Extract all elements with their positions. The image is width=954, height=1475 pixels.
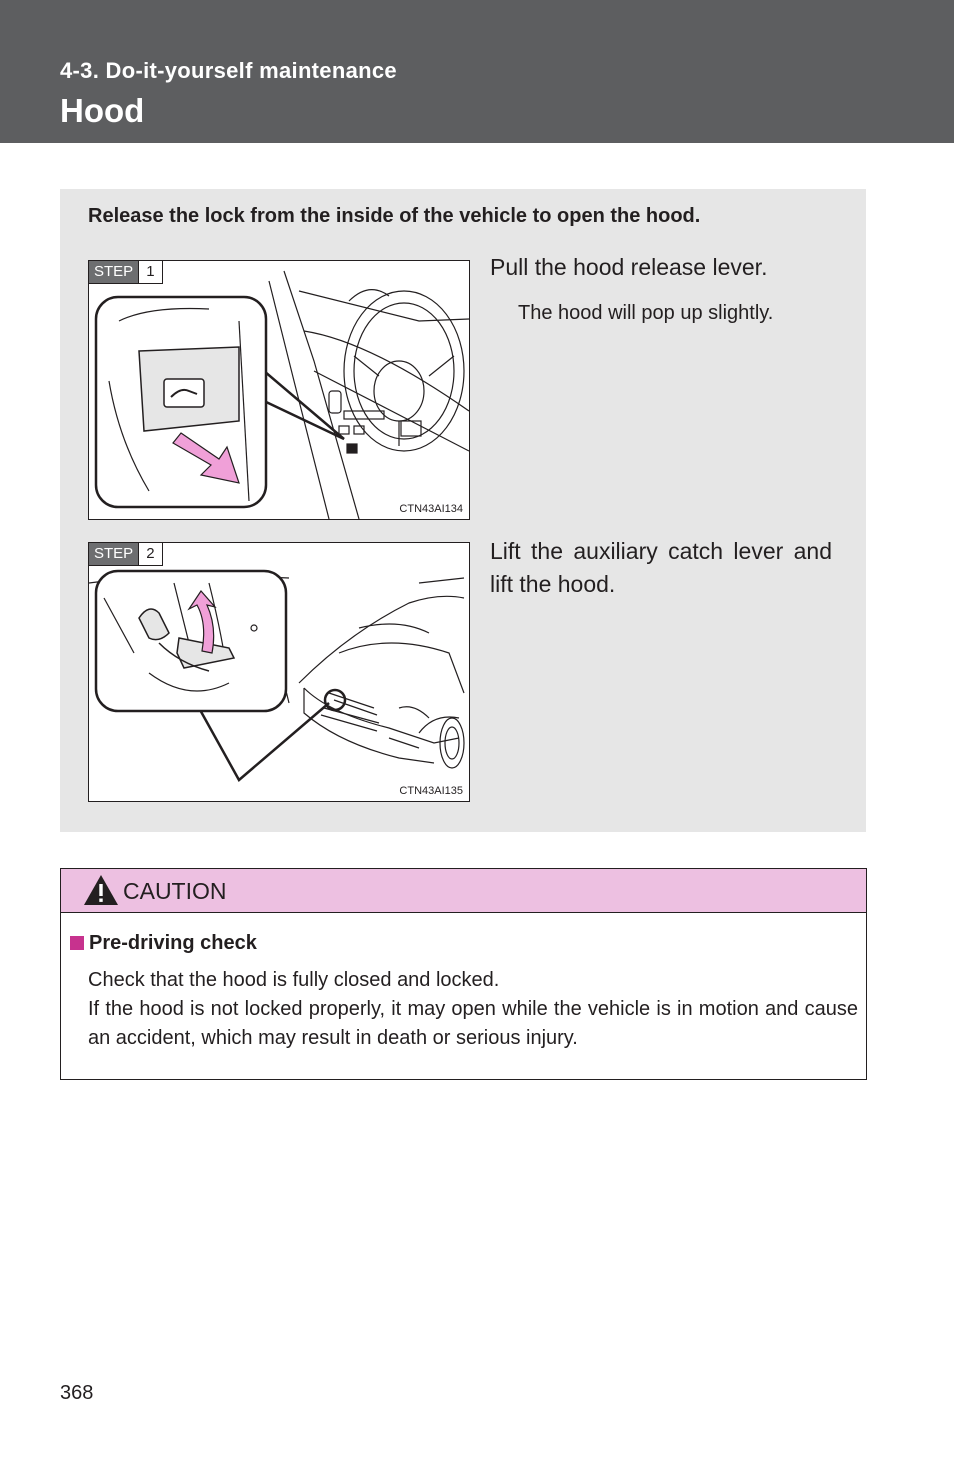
- step-label: STEP: [89, 261, 138, 283]
- step2-badge: [89, 543, 163, 566]
- caution-box: [60, 868, 867, 1080]
- warning-icon: [83, 874, 119, 906]
- step2-illustration: [88, 542, 470, 802]
- step1-instruction: Pull the hood release lever.: [490, 254, 768, 280]
- auxiliary-catch-drawing: [89, 543, 469, 801]
- caution-label: CAUTION: [123, 878, 227, 904]
- page-number: 368: [60, 1382, 94, 1404]
- bullet-square-icon: [70, 936, 84, 950]
- step1-illustration: [88, 260, 470, 520]
- step1-badge: [89, 261, 163, 284]
- caution-body: [88, 966, 858, 1053]
- caution-header: [61, 869, 866, 913]
- step1-note: The hood will pop up slightly.: [518, 302, 774, 324]
- step-label: STEP: [89, 543, 138, 565]
- figure-code: CTN43AI135: [399, 785, 463, 797]
- page-title: Hood: [60, 92, 145, 129]
- page-header: [0, 0, 954, 143]
- procedure-intro: Release the lock from the inside of the vehicle to open the hood.: [88, 205, 701, 227]
- caution-line: If the hood is not locked properly, it may open while the vehicle is in motion and cause an accident, which may result in death or serious injury.: [88, 998, 858, 1049]
- caution-line: Check that the hood is fully closed and locked.: [88, 969, 500, 991]
- step2-instruction: Lift the auxiliary catch lever and lift the hood.: [490, 538, 832, 597]
- caution-heading: Pre-driving check: [89, 932, 257, 954]
- figure-code: CTN43AI134: [399, 503, 463, 515]
- hood-release-lever-drawing: [89, 261, 469, 519]
- section-title: 4-3. Do-it-yourself maintenance: [60, 58, 397, 83]
- step-number: 1: [138, 261, 161, 283]
- step-number: 2: [138, 543, 161, 565]
